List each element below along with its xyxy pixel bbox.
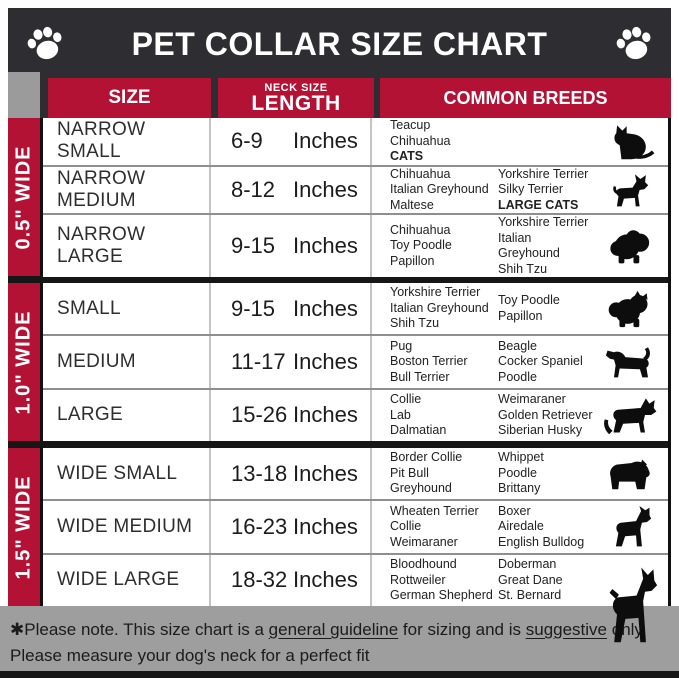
breeds-cell — [372, 448, 668, 499]
length-range: 18-32 — [231, 567, 288, 593]
breed-name: Boxer — [498, 503, 531, 518]
breed-name: Golden Retriever — [498, 407, 593, 422]
length-range: 16-23 — [231, 513, 288, 539]
neck-length-value — [209, 283, 372, 334]
note-text: for sizing and is — [398, 620, 526, 639]
breed-name: Border Collie — [390, 450, 463, 465]
breed-name: Chihuahua — [390, 166, 451, 181]
length-range: 13-18 — [231, 460, 288, 486]
length-unit: Inches — [293, 128, 358, 154]
breed-name: German Shepherd — [390, 588, 493, 603]
footnote — [0, 606, 679, 678]
paw-icon — [613, 25, 655, 63]
size-label: LARGE — [57, 404, 123, 426]
column-header-size: SIZE — [48, 78, 211, 118]
breed-name: Whippet — [498, 450, 544, 465]
length-unit: Inches — [293, 295, 358, 321]
breed-list — [498, 557, 594, 604]
breed-list — [372, 223, 498, 270]
width-label: 1.0" WIDE — [12, 309, 35, 415]
breed-name: Chihuahua — [390, 222, 451, 237]
length-unit: Inches — [293, 348, 358, 374]
breed-name: Yorkshire Terrier — [498, 166, 589, 181]
neck-length-value — [209, 215, 372, 277]
breed-name: Papillon — [390, 253, 435, 268]
breed-name: English Bulldog — [498, 534, 585, 549]
breed-list — [498, 293, 594, 324]
breed-name: Greyhound — [390, 481, 452, 496]
neck-length-value — [209, 555, 372, 606]
length-range: 8-12 — [231, 176, 276, 202]
title-bar — [8, 8, 671, 76]
width-bar — [8, 448, 43, 606]
breeds-cell — [372, 390, 668, 441]
breed-name: Italian Greyhound — [390, 300, 489, 315]
breed-name: Pit Bull — [390, 465, 429, 480]
breed-list — [498, 167, 594, 214]
length-unit: Inches — [293, 513, 358, 539]
breed-list — [498, 450, 594, 497]
breeds-cell — [372, 283, 668, 334]
breed-name: Brittany — [498, 481, 541, 496]
section-rows — [43, 448, 668, 606]
size-label: SMALL — [57, 297, 121, 319]
length-range: 11-17 — [231, 348, 286, 374]
neck-length-value — [209, 336, 372, 387]
size-label: WIDE MEDIUM — [57, 515, 193, 537]
note-underlined-phrase: suggestive — [525, 620, 608, 639]
size-label: NARROW SMALL — [57, 119, 146, 163]
section-rows — [43, 118, 668, 276]
breed-name: Toy Poodle — [390, 238, 452, 253]
length-unit: Inches — [293, 460, 358, 486]
length-range: 9-15 — [231, 233, 276, 258]
pomeranian-icon — [594, 290, 668, 328]
chihuahua-icon — [594, 172, 668, 208]
note-text: only. — [607, 620, 647, 639]
breed-name: Yorkshire Terrier — [390, 285, 481, 300]
table-row — [43, 501, 668, 554]
doberman-icon — [594, 561, 668, 599]
breed-name: Wheaten Terrier — [390, 503, 479, 518]
breed-name: Airedale — [498, 519, 544, 534]
length-unit: Inches — [293, 567, 358, 593]
breed-name: Shih Tzu — [498, 261, 548, 276]
chart-header — [8, 8, 671, 118]
beagle-icon — [594, 345, 668, 379]
breed-name: Lab — [390, 407, 411, 422]
width-section — [8, 118, 668, 276]
breed-name: Bull Terrier — [390, 369, 450, 384]
breed-name: Siberian Husky — [498, 423, 583, 438]
size-table — [8, 118, 671, 606]
breed-list — [372, 557, 498, 604]
table-row — [43, 167, 668, 216]
length-range: 15-26 — [231, 402, 288, 428]
breed-name: Dalmatian — [390, 423, 447, 438]
breed-name: Boston Terrier — [390, 354, 468, 369]
note-underlined-phrase: general guideline — [268, 620, 399, 639]
breed-list — [372, 285, 498, 332]
size-label: MEDIUM — [57, 350, 136, 372]
breed-name: Silky Terrier — [498, 182, 564, 196]
length-unit: Inches — [293, 402, 358, 428]
neck-length-value — [209, 167, 372, 214]
breed-list — [372, 504, 498, 551]
bulldog-icon — [594, 457, 668, 491]
breed-name: Beagle — [498, 338, 537, 353]
breed-name: Toy Poodle — [498, 293, 560, 308]
breed-list — [372, 167, 498, 214]
breed-name: Italian Greyhound — [498, 230, 560, 260]
note-text: ✱Please note. This size chart is a — [10, 620, 269, 639]
breeds-cell — [372, 501, 668, 552]
breed-name: St. Bernard — [498, 588, 562, 603]
breeds-cell — [372, 167, 668, 214]
table-row — [43, 448, 668, 501]
breed-name: LARGE CATS — [498, 197, 579, 212]
breed-name: Italian Greyhound — [390, 182, 489, 196]
width-section — [8, 448, 668, 606]
section-rows — [43, 283, 668, 441]
note-line1 — [10, 617, 667, 643]
length-range: 9-15 — [231, 295, 276, 321]
breed-list — [372, 450, 498, 497]
breed-list — [372, 339, 498, 386]
table-row — [43, 118, 668, 167]
breed-name: Bloodhound — [390, 557, 457, 572]
width-label: 0.5" WIDE — [12, 144, 35, 250]
table-row — [43, 336, 668, 389]
breed-list — [498, 504, 594, 551]
size-label: WIDE SMALL — [57, 462, 178, 484]
neck-size-label: NECK SIZE — [264, 81, 328, 94]
column-header-common-breeds: COMMON BREEDS — [380, 78, 671, 118]
page-title: PET COLLAR SIZE CHART — [131, 25, 548, 62]
breed-name: Rottweiler — [390, 572, 446, 587]
section-divider — [8, 276, 668, 283]
size-label: NARROW MEDIUM — [57, 167, 146, 211]
neck-length-value — [209, 501, 372, 552]
breed-name: Yorkshire Terrier — [498, 215, 589, 229]
breed-name: Weimaraner — [498, 392, 566, 407]
breed-name: Shih Tzu — [390, 316, 440, 331]
breed-name: Great Dane — [498, 572, 563, 587]
length-unit: Inches — [293, 233, 358, 258]
breeds-cell — [372, 555, 668, 606]
pitbull-icon — [594, 506, 668, 548]
breed-name: Chihuahua — [390, 133, 451, 148]
section-divider — [8, 441, 668, 448]
neck-length-value — [209, 118, 372, 165]
breed-name: Poodle — [498, 369, 537, 384]
breed-name: CATS — [390, 149, 424, 163]
breed-name: Collie — [390, 392, 422, 407]
table-row — [43, 390, 668, 441]
breed-name: Weimaraner — [390, 534, 458, 549]
breed-name: Teacup — [390, 118, 431, 132]
shepherd-icon — [594, 394, 668, 436]
paw-icon — [24, 25, 66, 63]
breed-name: Maltese — [390, 197, 434, 212]
column-header-row — [8, 72, 671, 118]
length-range: 6-9 — [231, 128, 263, 154]
length-unit: Inches — [293, 176, 358, 202]
note-line2: Please measure your dog's neck for a perfect fit — [10, 646, 370, 665]
shih-tzu-icon — [594, 227, 668, 265]
breeds-cell — [372, 118, 668, 165]
breeds-cell — [372, 336, 668, 387]
neck-length-value — [209, 448, 372, 499]
breeds-cell — [372, 215, 668, 277]
breed-name: Doberman — [498, 557, 557, 572]
width-bar — [8, 118, 43, 276]
breed-list — [498, 392, 594, 439]
breed-name: Cocker Spaniel — [498, 354, 583, 369]
table-row — [43, 215, 668, 277]
size-label: WIDE LARGE — [57, 569, 180, 591]
breed-name: Papillon — [498, 308, 543, 323]
cat-icon — [594, 121, 668, 161]
width-bar — [8, 283, 43, 441]
table-row — [43, 283, 668, 336]
table-row — [43, 555, 668, 606]
breed-list — [372, 118, 498, 165]
breed-name: Poodle — [498, 465, 537, 480]
breed-name: Collie — [390, 519, 422, 534]
width-label: 1.5" WIDE — [12, 474, 35, 580]
corner-cell — [8, 72, 40, 118]
width-section — [8, 283, 668, 441]
breed-list — [498, 339, 594, 386]
length-label: LENGTH — [251, 91, 341, 115]
neck-length-value — [209, 390, 372, 441]
column-header-neck-length — [218, 78, 374, 118]
breed-name: Pug — [390, 338, 413, 353]
breed-list — [372, 392, 498, 439]
breed-list — [498, 215, 594, 277]
size-label: NARROW LARGE — [57, 224, 146, 267]
